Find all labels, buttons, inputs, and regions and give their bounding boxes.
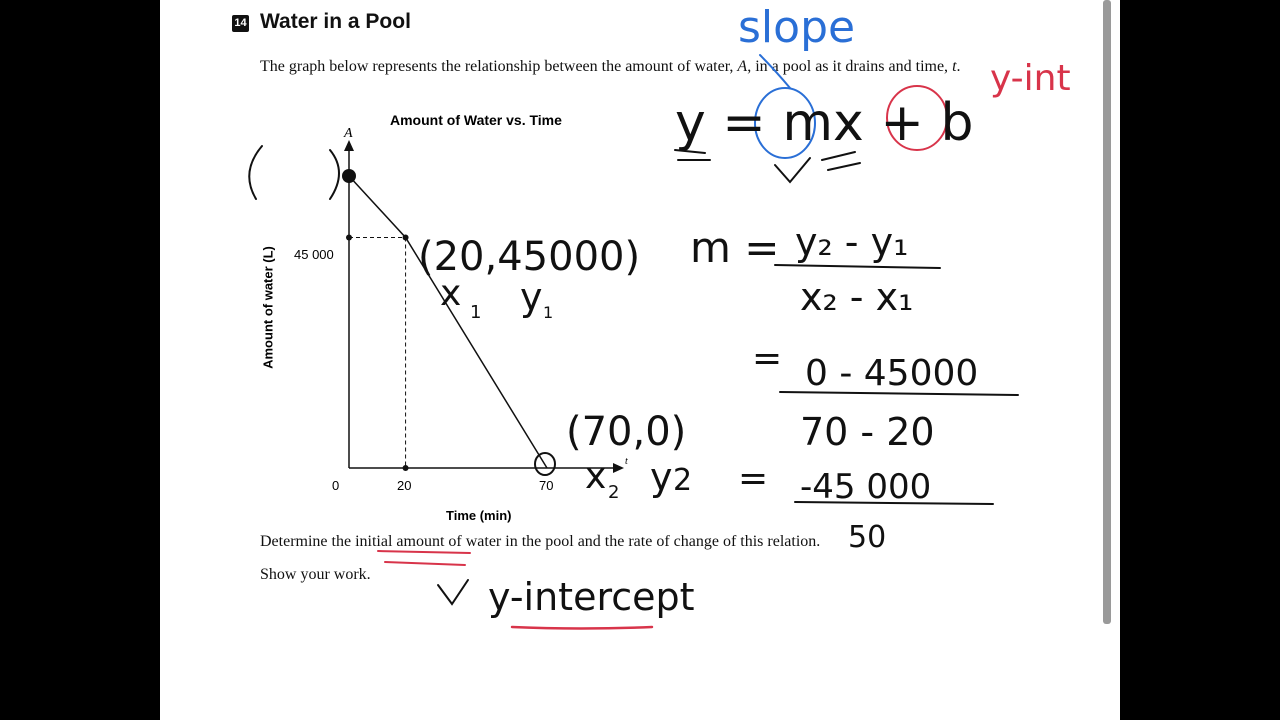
intro-text-1: The graph below represents the relationship between the amount of water, <box>260 58 734 75</box>
y-int-note: y-int <box>990 58 1071 99</box>
slope-formula-numerator: y₂ - y₁ <box>795 220 909 264</box>
point2-x-index: 2 <box>608 482 620 503</box>
x-axis-label: Time (min) <box>446 508 512 523</box>
y-intercept-note: y-intercept <box>488 575 695 619</box>
point2-y-index: 2 <box>673 463 693 498</box>
show-work-prompt: Show your work. <box>260 566 371 583</box>
step2-denominator: 50 <box>848 520 887 555</box>
point2-circle <box>535 453 555 475</box>
intro-text-2: , in a pool as it drains and time, <box>747 58 949 75</box>
point1-x-index: 1 <box>470 302 482 323</box>
x-tick-label-70: 70 <box>539 478 554 493</box>
y-axis-letter: A <box>344 126 353 141</box>
point1-x-label: x <box>440 273 462 314</box>
question-prompt: Determine the initial amount of water in the pool and the rate of change of this relation. <box>260 533 821 550</box>
intro-text-3: . <box>956 58 961 75</box>
slope-formula-lhs: m = <box>690 223 780 272</box>
initial-amount-underline <box>378 551 470 565</box>
hand-parentheses <box>249 146 339 199</box>
question-title: Water in a Pool <box>260 10 411 33</box>
slope-note: slope <box>738 2 856 53</box>
point1-note: (20,45000) <box>418 234 641 280</box>
equation-note: y = mx + b <box>675 93 974 153</box>
point1-y-index: 1 <box>543 303 554 322</box>
y-intercept-dot <box>342 169 356 183</box>
x-tick-label-0: 0 <box>332 478 340 493</box>
y-tick-label: 45 000 <box>294 247 334 262</box>
x-tick-label-20: 20 <box>397 478 412 493</box>
chart-title: Amount of Water vs. Time <box>390 112 562 128</box>
y-intercept-underline <box>512 627 652 629</box>
point1-y-label: y <box>520 275 543 319</box>
y-axis-label: Amount of water (L) <box>260 246 276 369</box>
question-number-badge: 14 <box>232 15 249 32</box>
point2-note: (70,0) <box>566 409 687 455</box>
slope-fraction-bar <box>775 265 940 268</box>
point2-y-label: y <box>650 455 673 499</box>
equation-checkmarks <box>675 150 860 182</box>
intro-var-A: A <box>737 58 748 75</box>
slope-formula-denominator: x₂ - x₁ <box>800 275 914 319</box>
step1-numerator: 0 - 45000 <box>805 353 979 394</box>
step2-numerator: -45 000 <box>800 467 932 507</box>
step1-denominator: 70 - 20 <box>800 410 935 454</box>
slope-arrow <box>760 55 790 88</box>
equals-sign-1: = <box>752 338 783 379</box>
equals-sign-2: = <box>738 458 769 499</box>
point2-x-label: x <box>585 456 607 497</box>
intro-var-t: t <box>952 58 957 75</box>
x-axis-letter: t <box>625 456 628 467</box>
down-arrow <box>438 580 468 604</box>
